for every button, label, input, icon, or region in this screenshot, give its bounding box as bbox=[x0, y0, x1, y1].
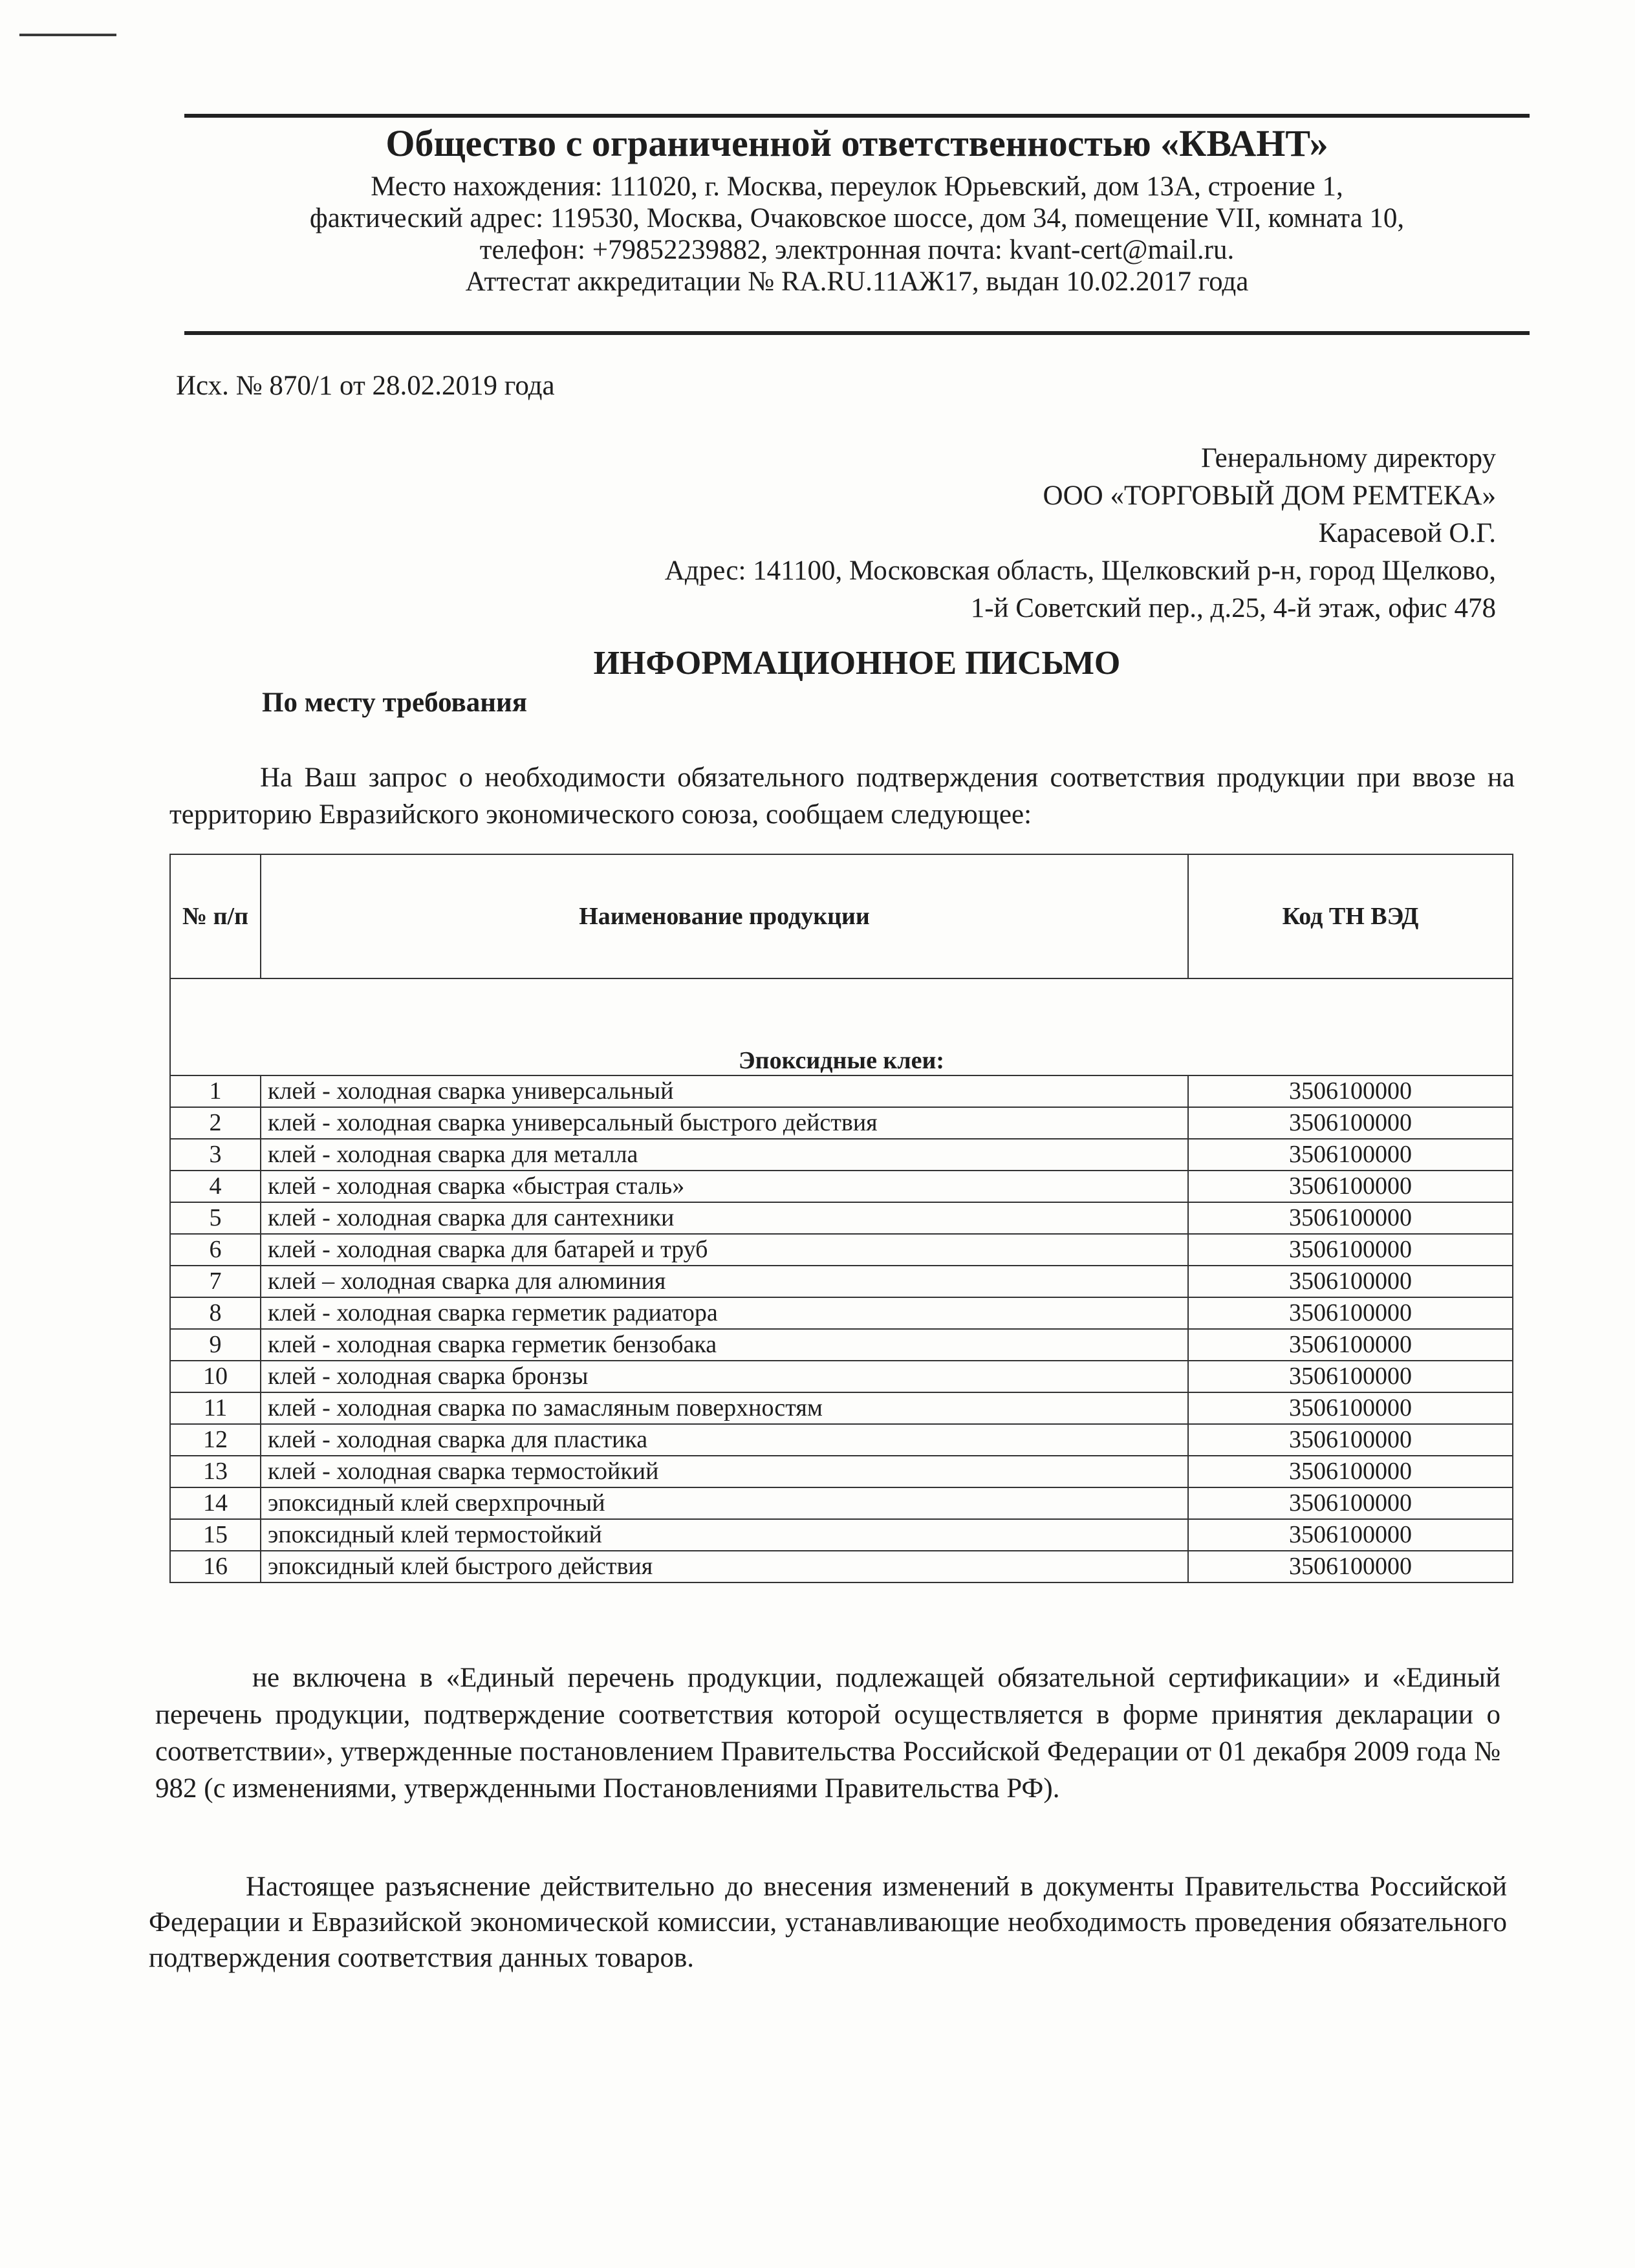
table-row bbox=[170, 1297, 1513, 1329]
table-row bbox=[170, 1551, 1513, 1582]
company-details bbox=[184, 171, 1530, 297]
tnved-code: 3506100000 bbox=[1188, 1107, 1513, 1139]
company-contacts: телефон: +79852239882, электронная почта: kvant-cert@mail.ru. bbox=[479, 235, 1235, 265]
product-name: клей - холодная сварка для пластика bbox=[261, 1424, 1188, 1456]
table-row bbox=[170, 1519, 1513, 1551]
table-row bbox=[170, 1487, 1513, 1519]
row-number: 3 bbox=[170, 1139, 261, 1171]
row-number: 13 bbox=[170, 1456, 261, 1487]
row-number: 2 bbox=[170, 1107, 261, 1139]
company-accreditation: Аттестат аккредитации № RA.RU.11АЖ17, выдан 10.02.2017 года bbox=[465, 266, 1249, 297]
outgoing-number: Исх. № 870/1 от 28.02.2019 года bbox=[176, 371, 555, 401]
addressee-position: Генеральному директору bbox=[1201, 443, 1496, 473]
row-number: 7 bbox=[170, 1266, 261, 1297]
table-row bbox=[170, 1266, 1513, 1297]
group-label: Эпоксидные клеи: bbox=[170, 978, 1513, 1075]
table-row bbox=[170, 1107, 1513, 1139]
row-number: 14 bbox=[170, 1487, 261, 1519]
product-name: клей - холодная сварка «быстрая сталь» bbox=[261, 1171, 1188, 1202]
tnved-code: 3506100000 bbox=[1188, 1297, 1513, 1329]
conclusion-paragraph: не включена в «Единый перечень продукции, подлежащей обязательной сертификации» и «Единый перечень продукции, подтверждение соответствия которой осуществляется в форме принятия декларации о соответствии», утвержденные постановлением Правительства Российской Федерации от 01 декабря 2009 года № 982 (с изменениями, утвержденными Постановлениями Правительства РФ). bbox=[155, 1663, 1500, 1804]
column-header-number: № п/п bbox=[170, 854, 261, 978]
tnved-code: 3506100000 bbox=[1188, 1456, 1513, 1487]
addressee-address-line-2: 1-й Советский пер., д.25, 4-й этаж, офис 478 bbox=[970, 593, 1496, 623]
tnved-code: 3506100000 bbox=[1188, 1234, 1513, 1266]
product-name: клей - холодная сварка герметик радиатора bbox=[261, 1297, 1188, 1329]
column-header-code: Код ТН ВЭД bbox=[1188, 854, 1513, 978]
row-number: 10 bbox=[170, 1361, 261, 1392]
table-body bbox=[170, 978, 1513, 1582]
table-row bbox=[170, 1139, 1513, 1171]
table-row bbox=[170, 1456, 1513, 1487]
company-name: Общество с ограниченной ответственностью «КВАНТ» bbox=[385, 122, 1328, 164]
row-number: 5 bbox=[170, 1202, 261, 1234]
tnved-code: 3506100000 bbox=[1188, 1171, 1513, 1202]
table-row bbox=[170, 1202, 1513, 1234]
validity-paragraph: Настоящее разъяснение действительно до внесения изменений в документы Правительства Российской Федерации и Евразийской экономической комиссии, устанавливающие необходимость проведения обязательного подтверждения соответствия данных товаров. bbox=[149, 1872, 1507, 1973]
header-bottom-rule bbox=[184, 331, 1530, 335]
tnved-code: 3506100000 bbox=[1188, 1139, 1513, 1171]
product-name: эпоксидный клей быстрого действия bbox=[261, 1551, 1188, 1582]
tnved-code: 3506100000 bbox=[1188, 1551, 1513, 1582]
row-number: 9 bbox=[170, 1329, 261, 1361]
product-name: клей - холодная сварка для металла bbox=[261, 1139, 1188, 1171]
company-actual-address: фактический адрес: 119530, Москва, Очаковское шоссе, дом 34, помещение VII, комната 10, bbox=[309, 203, 1405, 233]
group-row bbox=[170, 978, 1513, 1075]
row-number: 4 bbox=[170, 1171, 261, 1202]
row-number: 12 bbox=[170, 1424, 261, 1456]
product-name: эпоксидный клей сверхпрочный bbox=[261, 1487, 1188, 1519]
product-name: эпоксидный клей термостойкий bbox=[261, 1519, 1188, 1551]
tnved-code: 3506100000 bbox=[1188, 1424, 1513, 1456]
product-name: клей - холодная сварка по замасляным поверхностям bbox=[261, 1392, 1188, 1424]
product-name: клей - холодная сварка универсальный быстрого действия bbox=[261, 1107, 1188, 1139]
scan-mark bbox=[19, 34, 116, 36]
product-name: клей - холодная сварка для батарей и труб bbox=[261, 1234, 1188, 1266]
table-row bbox=[170, 1392, 1513, 1424]
tnved-code: 3506100000 bbox=[1188, 1519, 1513, 1551]
tnved-code: 3506100000 bbox=[1188, 1266, 1513, 1297]
row-number: 11 bbox=[170, 1392, 261, 1424]
tnved-code: 3506100000 bbox=[1188, 1392, 1513, 1424]
product-name: клей - холодная сварка бронзы bbox=[261, 1361, 1188, 1392]
product-name: клей - холодная сварка для сантехники bbox=[261, 1202, 1188, 1234]
product-name: клей - холодная сварка универсальный bbox=[261, 1075, 1188, 1107]
row-number: 6 bbox=[170, 1234, 261, 1266]
recipient-note: По месту требования bbox=[262, 687, 528, 718]
row-number: 16 bbox=[170, 1551, 261, 1582]
company-location: Место нахождения: 111020, г. Москва, переулок Юрьевский, дом 13А, строение 1, bbox=[371, 171, 1343, 202]
table-row bbox=[170, 1424, 1513, 1456]
tnved-code: 3506100000 bbox=[1188, 1361, 1513, 1392]
table-row bbox=[170, 1075, 1513, 1107]
addressee-address-line-1: Адрес: 141100, Московская область, Щелковский р-н, город Щелково, bbox=[664, 556, 1496, 586]
product-name: клей – холодная сварка для алюминия bbox=[261, 1266, 1188, 1297]
table-header-row bbox=[170, 854, 1513, 978]
table-row bbox=[170, 1234, 1513, 1266]
intro-paragraph: На Ваш запрос о необходимости обязательного подтверждения соответствия продукции при ввозе на территорию Евразийского экономического союза, сообщаем следующее: bbox=[169, 762, 1515, 830]
products-table bbox=[169, 854, 1513, 1583]
addressee-person: Карасевой О.Г. bbox=[1318, 518, 1496, 548]
product-name: клей - холодная сварка термостойкий bbox=[261, 1456, 1188, 1487]
tnved-code: 3506100000 bbox=[1188, 1202, 1513, 1234]
row-number: 8 bbox=[170, 1297, 261, 1329]
column-header-name: Наименование продукции bbox=[261, 854, 1188, 978]
table-row bbox=[170, 1361, 1513, 1392]
row-number: 1 bbox=[170, 1075, 261, 1107]
tnved-code: 3506100000 bbox=[1188, 1487, 1513, 1519]
tnved-code: 3506100000 bbox=[1188, 1075, 1513, 1107]
product-name: клей - холодная сварка герметик бензобака bbox=[261, 1329, 1188, 1361]
addressee-company: ООО «ТОРГОВЫЙ ДОМ РЕМТЕКА» bbox=[1043, 481, 1496, 511]
tnved-code: 3506100000 bbox=[1188, 1329, 1513, 1361]
table-row bbox=[170, 1171, 1513, 1202]
table-row bbox=[170, 1329, 1513, 1361]
row-number: 15 bbox=[170, 1519, 261, 1551]
addressee-block bbox=[665, 440, 1496, 627]
document-title: ИНФОРМАЦИОННОЕ ПИСЬМО bbox=[593, 645, 1121, 682]
